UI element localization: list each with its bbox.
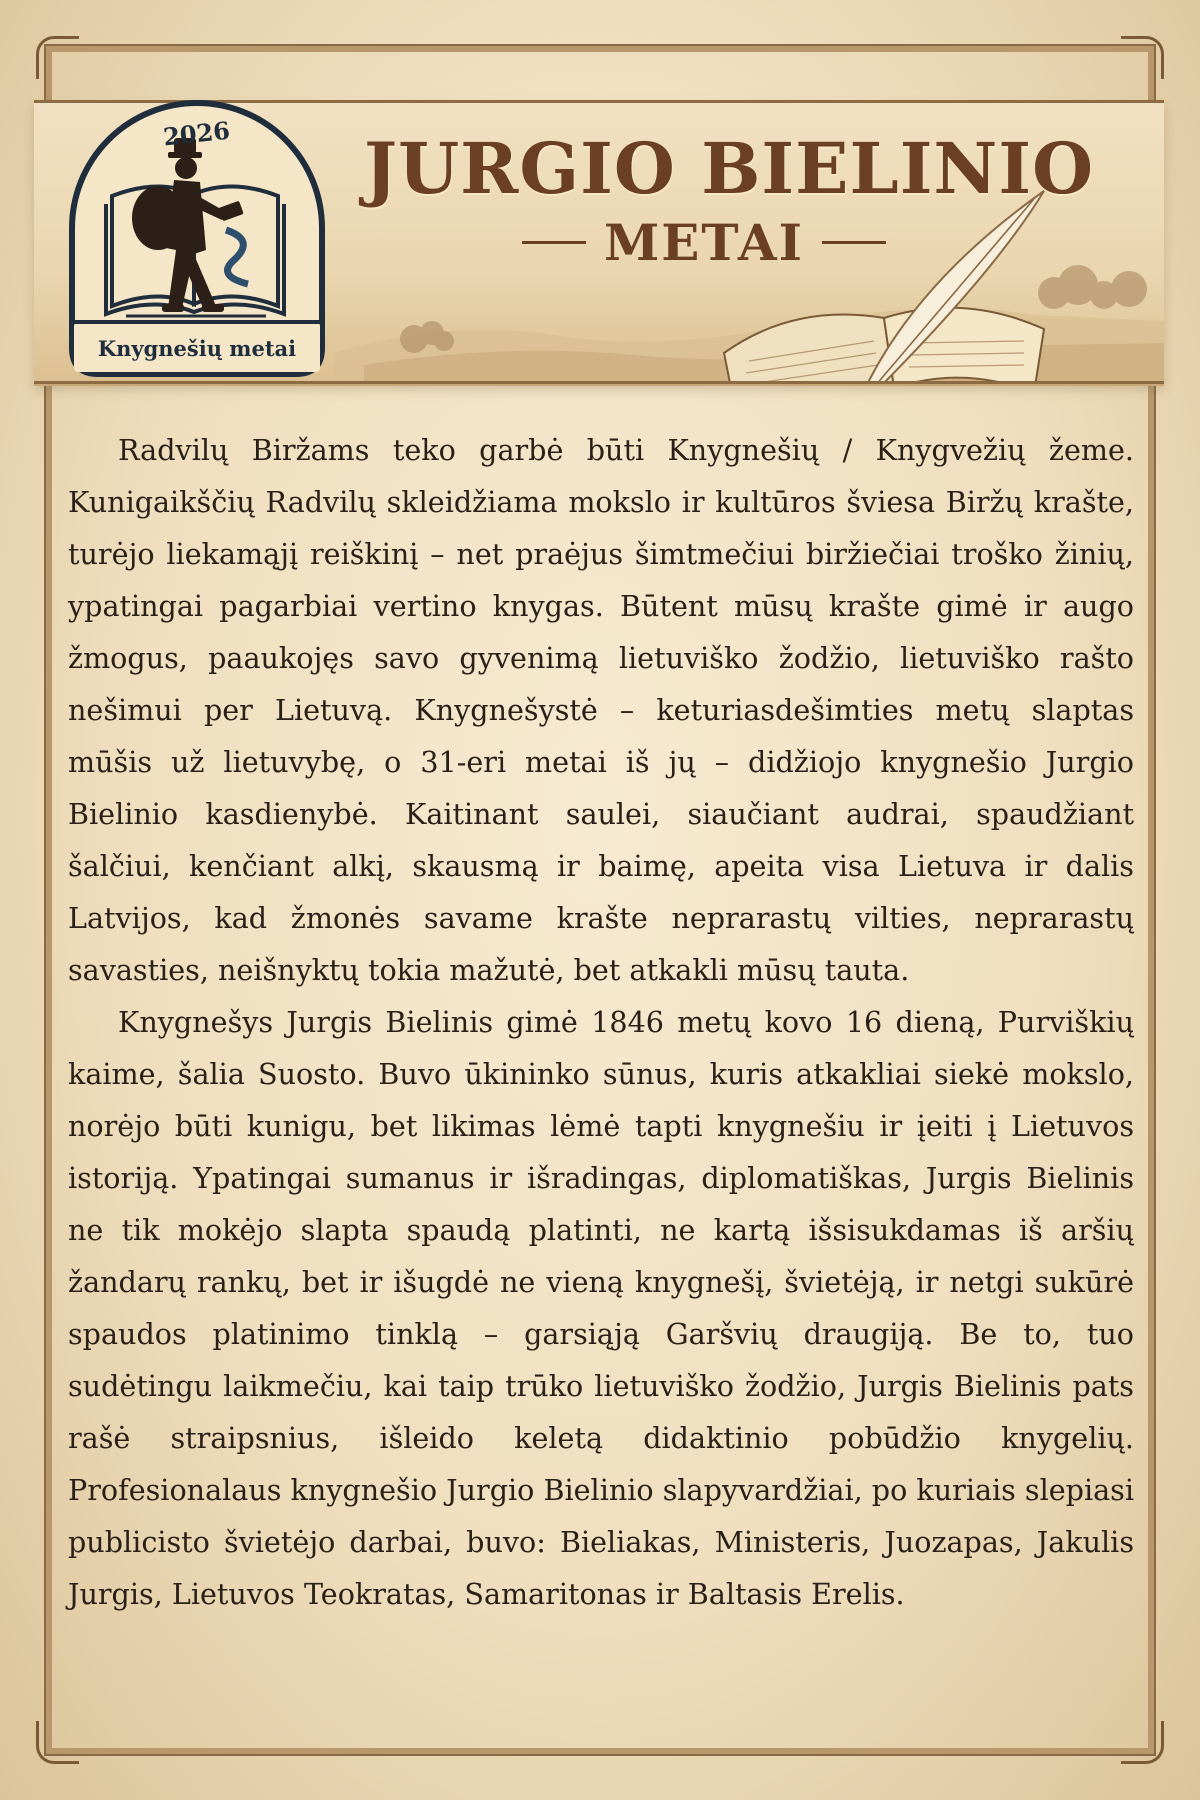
subtitle-row bbox=[364, 213, 1044, 272]
emblem-graphic bbox=[66, 100, 328, 378]
book-smugglers-year-emblem bbox=[66, 100, 328, 378]
corner-ornament-top-left bbox=[36, 36, 79, 79]
page-subtitle: METAI bbox=[603, 213, 805, 272]
emblem-label: Knygnešių metai bbox=[97, 336, 297, 361]
corner-ornament-bottom-left bbox=[36, 1721, 79, 1764]
subtitle-dash-right bbox=[822, 241, 886, 244]
subtitle-dash-left bbox=[522, 241, 586, 244]
paragraph-biography: Knygnešys Jurgis Bielinis gimė 1846 metų kovo 16 dieną, Purviškių kaime, šalia Suosto. Buvo ūkininko sūnus, kuris atkakliai siekė mokslo, norėjo būti kunigu, bet likimas lėmė tapti knygnešiu ir įeiti į Lietuvos istoriją. Ypatingai sumanus ir išradingas, diplomatiškas, Jurgis Bielinis ne tik mokėjo slapta spaudą platinti, ne kartą išsisukdamas iš aršių žandarų rankų, bet ir išugdė ne vieną knygnešį, švietėją, ir netgi sukūrė spaudos platinimo tinklą – garsiąją Garšvių draugiją. Be to, tuo sudėtingu laikmečiu, kai taip trūko lietuviško žodžio, Jurgis Bielinis pats rašė straipsnius, išleido keletą didaktinio pobūdžio knygelių. Profesionalaus knygnešio Jurgio Bielinio slapyvardžiai, po kuriais slepiasi publicisto švietėjo darbai, buvo: Bieliakas, Ministeris, Juozapas, Jakulis Jurgis, Lietuvos Teokratas, Samaritonas ir Baltasis Erelis. bbox=[68, 1005, 1134, 1611]
corner-ornament-bottom-right bbox=[1121, 1721, 1164, 1764]
paragraph-radvilos: Radvilų Biržams teko garbė būti Knygnešių / Knygvežių žeme. Kunigaikščių Radvilų skleidžiama mokslo ir kultūros šviesa Biržų krašte, turėjo liekamąjį reiškinį – net praėjus šimtmečiui biržiečiai troško žinių, ypatingai pagarbiai vertino knygas. Būtent mūsų krašte gimė ir augo žmogus, paaukojęs savo gyvenimą lietuviško žodžio, lietuviško rašto nešimui per Lietuvą. Knygnešystė – keturiasdešimties metų slaptas mūšis už lietuvybę, o 31-eri metai iš jų – didžiojo knygnešio Jurgio Bielinio kasdienybė. Kaitinant saulei, siaučiant audrai, spaudžiant šalčiui, kenčiant alkį, skausmą ir baimę, apeita visa Lietuva ir dalis Latvijos, kad žmonės savame krašte neprarastų vilties, neprarastų savasties, neišnyktų tokia mažutė, bet atkakli mūsų tauta. bbox=[68, 433, 1134, 987]
corner-ornament-top-right bbox=[1121, 36, 1164, 79]
emblem-year: 2026 bbox=[161, 115, 232, 152]
page-title: JURGIO BIELINIO bbox=[364, 127, 1095, 210]
article-body bbox=[68, 424, 1134, 1620]
